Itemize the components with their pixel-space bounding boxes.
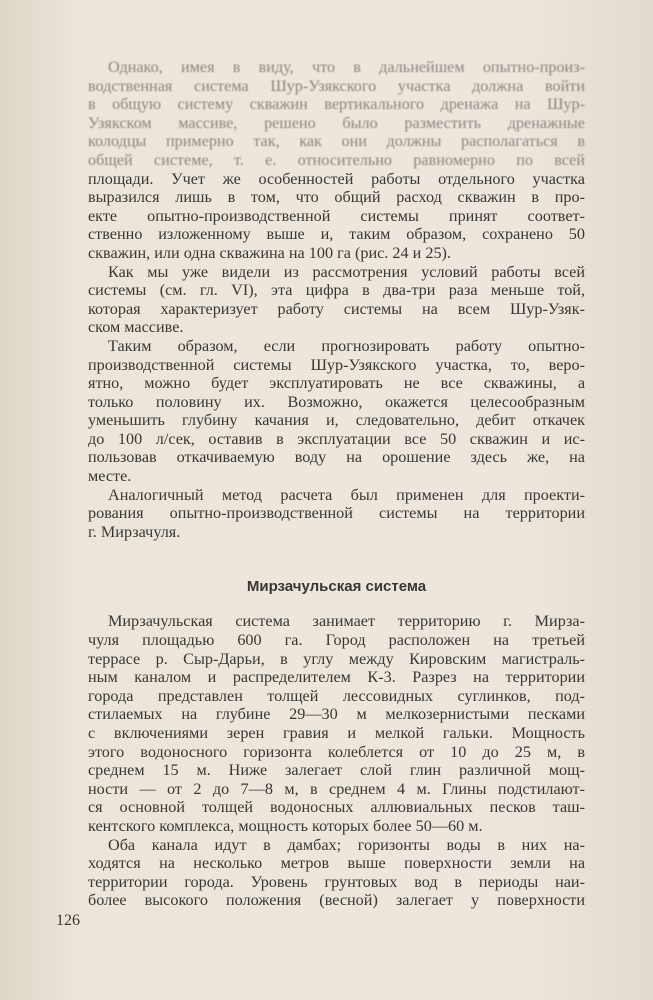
text-line: Таким образом, если прогнозировать работу опытно- bbox=[108, 336, 585, 355]
text-line: ственно изложенному выше и, таким образом, сохранено 50 bbox=[88, 225, 585, 244]
text-line: системы (см. гл. VI), эта цифра в два-три раза меньше той, bbox=[88, 281, 585, 300]
text-line: ся основной толщей водоносных аллювиальных песков таш- bbox=[88, 798, 585, 817]
text-line: водственная система Шур-Узякского участка должна войти bbox=[88, 76, 585, 95]
text-line: площади. Учет же особенностей работы отдельного участка bbox=[88, 169, 585, 188]
text-line: стилаемых на глубине 29—30 м мелкозернистыми песками bbox=[88, 705, 585, 724]
text-line: Однако, имея в виду, что в дальнейшем опытно-произ- bbox=[108, 58, 585, 76]
text-line: ным каналом и распределителем К-3. Разрез на территории bbox=[88, 668, 585, 687]
text-line: Аналогичный метод расчета был применен для проекти- bbox=[108, 485, 585, 504]
text-line: территории города. Уровень грунтовых вод в периоды наи- bbox=[88, 872, 585, 891]
text-line: ности — от 2 до 7—8 м, в среднем 4 м. Глины подстилают- bbox=[88, 779, 585, 798]
section-heading: Мирзачульская система bbox=[246, 578, 427, 596]
text-line: выразился лишь в том, что общий расход скважин в про- bbox=[88, 188, 585, 207]
text-line: производственной системы Шур-Узякского участка, то, веро- bbox=[88, 355, 585, 374]
text-line: екте опытно-производственной системы принят соответ- bbox=[88, 206, 585, 225]
page-number: 126 bbox=[56, 912, 80, 929]
text-line: рования опытно-производственной системы на территории bbox=[88, 504, 585, 523]
text-line: Мирзачульская система занимает территорию г. Мирза- bbox=[108, 612, 585, 631]
paragraph-1 bbox=[88, 58, 585, 263]
text-line: ятно, можно будет эксплуатировать не все скважины, а bbox=[88, 374, 585, 393]
text-line: кентского комплекса, мощность которых более 50—60 м. bbox=[88, 816, 483, 835]
text-line: до 100 л/сек, оставив в эксплуатации все 50 скважин и ис- bbox=[88, 429, 585, 448]
text-line: более высокого положения (весной) залегает у поверхности bbox=[88, 891, 585, 910]
text-line: ском массиве. bbox=[88, 318, 184, 337]
paragraph-6 bbox=[88, 836, 585, 910]
text-line: Как мы уже видели из рассмотрения условий работы всей bbox=[108, 262, 585, 281]
text-line: Узякском массиве, решено было разместить дренажные bbox=[88, 113, 585, 132]
text-line: общей системе, т. е. относительно равномерно по всей bbox=[88, 150, 585, 169]
text-line: террасе р. Сыр-Дарьи, в углу между Кировским магистраль- bbox=[88, 649, 585, 668]
text-line: среднем 15 м. Ниже залегает слой глин различной мощ- bbox=[88, 761, 585, 780]
text-line: колодцы примерно так, как они должны располагаться в bbox=[88, 132, 585, 151]
text-line: Оба канала идут в дамбах; горизонты воды в них на- bbox=[108, 835, 585, 854]
text-line: с включениями зерен гравия и мелкой гальки. Мощность bbox=[88, 724, 585, 742]
paragraph-2 bbox=[88, 263, 585, 337]
text-line: этого водоносного горизонта колеблется от 10 до 25 м, в bbox=[88, 742, 585, 761]
text-line: скважин, или одна скважина на 100 га (рис. 24 и 25). bbox=[88, 243, 451, 262]
text-body bbox=[88, 58, 585, 910]
text-line: месте. bbox=[88, 467, 132, 486]
text-line: города представлен толщей лессовидных суглинков, под- bbox=[88, 686, 585, 705]
text-line: г. Мирзачуля. bbox=[88, 522, 181, 541]
text-line: только половину их. Возможно, окажется целесообразным bbox=[88, 392, 585, 411]
paragraph-4 bbox=[88, 486, 585, 542]
paragraph-5 bbox=[88, 612, 585, 835]
text-line: чуля площадью 600 га. Город расположен на третьей bbox=[88, 631, 585, 650]
text-line: пользовав откачиваемую воду на орошение здесь же, на bbox=[88, 448, 585, 467]
text-line: в общую систему скважин вертикального дренажа на Шур- bbox=[88, 95, 585, 114]
text-line: уменьшить глубину качания и, следовательно, дебит откачек bbox=[88, 411, 585, 430]
text-line: ходятся на несколько метров выше поверхности земли на bbox=[88, 854, 585, 873]
paragraph-3 bbox=[88, 337, 585, 486]
text-line: которая характеризует работу системы на всем Шур-Узяк- bbox=[88, 299, 585, 318]
